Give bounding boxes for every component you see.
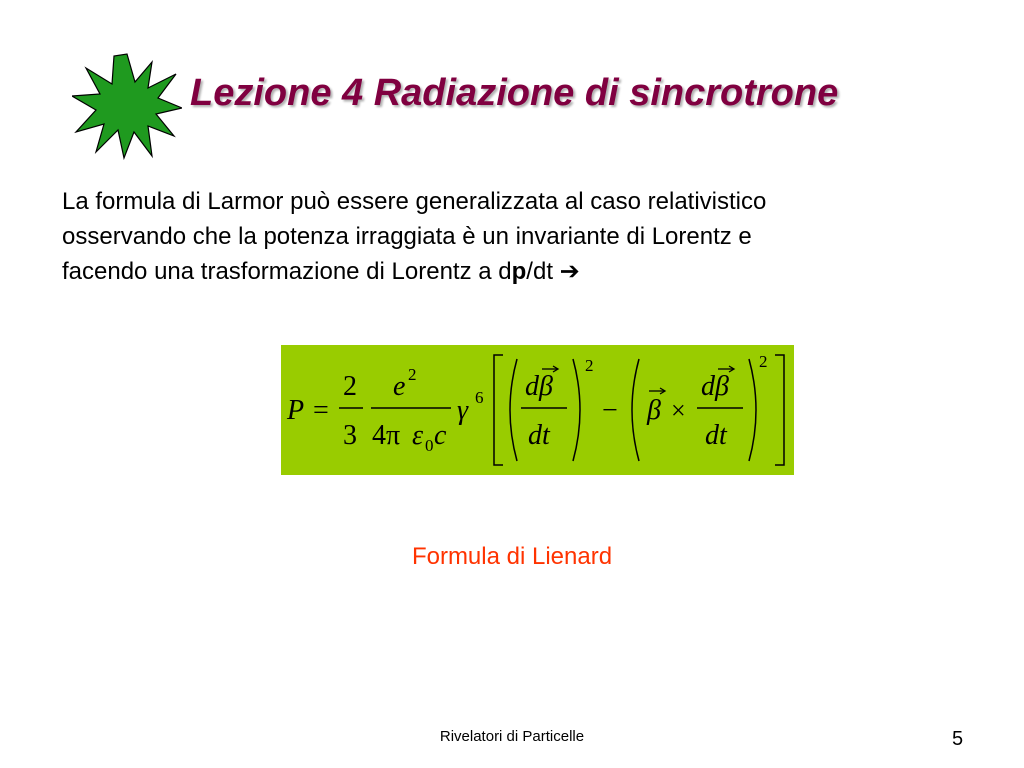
dbeta-num-2: dβ: [701, 371, 729, 402]
formula-equals: =: [313, 395, 329, 426]
formula-lhs: P: [287, 395, 305, 426]
body-line-3: [62, 254, 942, 289]
body-line-2: osservando che la potenza irraggiata è un invariante di Lorentz e: [62, 223, 752, 250]
paren-2-left: [632, 359, 639, 461]
gamma-symbol: γ: [457, 395, 469, 426]
dt-den-1: dt: [528, 420, 550, 451]
beta-symbol: β: [647, 395, 661, 426]
dbeta-num-1: dβ: [525, 371, 553, 402]
frac2-den-eps: ε: [412, 420, 424, 451]
lienard-formula-box: [281, 345, 794, 475]
frac1-num: 2: [343, 371, 357, 402]
body-line-3-suffix: /dt: [526, 258, 553, 285]
dt-den-2: dt: [705, 420, 727, 451]
lienard-formula: [281, 345, 794, 475]
frac2-num-exp: 2: [408, 365, 417, 384]
paren-2-exp: 2: [759, 352, 768, 371]
paren-1-exp: 2: [585, 356, 594, 375]
green-starburst-icon: [72, 52, 182, 160]
formula-caption: Formula di Lienard: [411, 543, 613, 570]
body-paragraph: [62, 184, 942, 289]
right-arrow-icon: ➔: [559, 258, 580, 285]
frac2-den-c: c: [434, 420, 447, 451]
body-line-3-prefix: facendo una trasformazione di Lorentz a d: [62, 258, 512, 285]
paren-1-left: [510, 359, 517, 461]
page-number: 5: [952, 728, 964, 750]
cross-symbol: ×: [671, 396, 686, 425]
frac2-den-sub: 0: [425, 436, 434, 455]
paren-1-right: [573, 359, 580, 461]
formula-minus: −: [602, 395, 618, 426]
body-line-1: La formula di Larmor può essere generalizzata al caso relativistico: [62, 188, 767, 215]
paren-2-right: [749, 359, 756, 461]
frac2-num-base: e: [393, 371, 406, 402]
outer-bracket-left: [494, 355, 503, 465]
frac2-den-a: 4π: [372, 420, 401, 451]
slide-title: Lezione 4 Radiazione di sincrotrone: [190, 72, 839, 114]
footer-text: Rivelatori di Particelle: [439, 728, 585, 745]
gamma-exp: 6: [475, 388, 484, 407]
outer-bracket-right: [775, 355, 784, 465]
frac1-den: 3: [343, 420, 357, 451]
momentum-symbol: p: [511, 258, 527, 285]
